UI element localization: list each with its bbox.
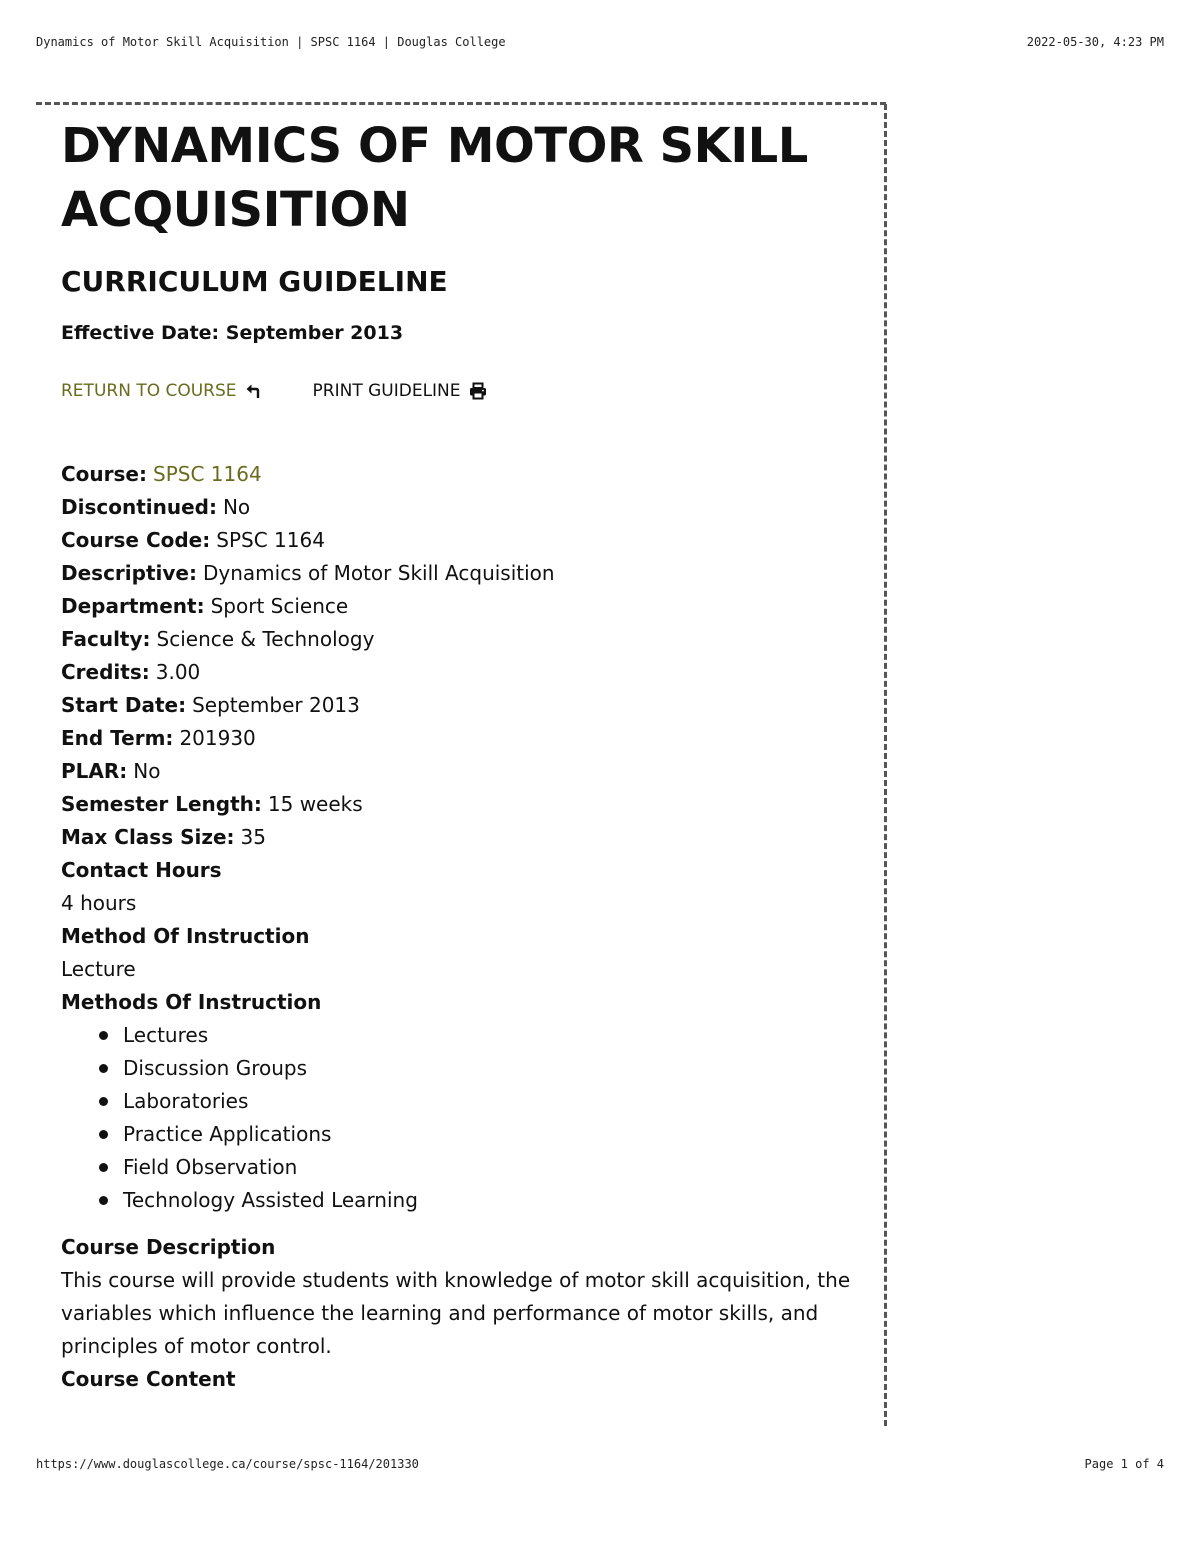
detail-value: 3.00 bbox=[155, 660, 201, 684]
course-description-heading bbox=[61, 1231, 861, 1264]
course-details bbox=[61, 458, 861, 1396]
detail-value: Sport Science bbox=[210, 594, 349, 618]
detail-value: September 2013 bbox=[192, 693, 360, 717]
detail-value: SPSC 1164 bbox=[216, 528, 325, 552]
detail-label: Course: bbox=[61, 462, 147, 486]
list-item bbox=[99, 1085, 861, 1118]
detail-value: Dynamics of Motor Skill Acquisition bbox=[202, 561, 555, 585]
detail-plar bbox=[61, 755, 861, 788]
print-guideline-button[interactable] bbox=[313, 381, 487, 401]
list-item bbox=[99, 1118, 861, 1151]
detail-label: Descriptive: bbox=[61, 561, 197, 585]
detail-semester-length bbox=[61, 788, 861, 821]
list-item-text: Discussion Groups bbox=[123, 1056, 308, 1080]
detail-max-class-size bbox=[61, 821, 861, 854]
detail-label: End Term: bbox=[61, 726, 174, 750]
list-item bbox=[99, 1019, 861, 1052]
section-heading: Contact Hours bbox=[61, 858, 222, 882]
list-item-text: Technology Assisted Learning bbox=[123, 1188, 418, 1212]
return-to-course-link[interactable] bbox=[61, 381, 261, 401]
method-of-instruction-heading bbox=[61, 920, 861, 953]
detail-label: Credits: bbox=[61, 660, 150, 684]
course-content-heading bbox=[61, 1363, 861, 1396]
detail-start-date bbox=[61, 689, 861, 722]
section-heading: Methods Of Instruction bbox=[61, 990, 322, 1014]
detail-credits bbox=[61, 656, 861, 689]
page-frame-right-border bbox=[884, 104, 887, 1426]
detail-course-code bbox=[61, 524, 861, 557]
list-item-text: Field Observation bbox=[123, 1155, 298, 1179]
detail-label: Semester Length: bbox=[61, 792, 262, 816]
section-heading: Course Description bbox=[61, 1235, 276, 1259]
course-description-text: This course will provide students with knowledge of motor skill acquisition, the variables which influence the learning and performance of motor skills, and principles of motor control. bbox=[61, 1268, 851, 1358]
section-spacer bbox=[61, 1217, 861, 1231]
detail-faculty bbox=[61, 623, 861, 656]
list-item bbox=[99, 1184, 861, 1217]
section-heading: Course Content bbox=[61, 1367, 236, 1391]
print-header-timestamp: 2022-05-30, 4:23 PM bbox=[1026, 35, 1164, 49]
bullet-icon bbox=[99, 1097, 108, 1106]
list-item bbox=[99, 1052, 861, 1085]
detail-label: Discontinued: bbox=[61, 495, 217, 519]
effective-date: Effective Date: September 2013 bbox=[61, 322, 404, 344]
detail-course bbox=[61, 458, 861, 491]
guideline-actions bbox=[61, 378, 861, 404]
list-item bbox=[99, 1151, 861, 1184]
detail-value: 15 weeks bbox=[267, 792, 363, 816]
bullet-icon bbox=[99, 1196, 108, 1205]
printer-icon bbox=[469, 382, 487, 400]
detail-descriptive bbox=[61, 557, 861, 590]
return-to-course-label: RETURN TO COURSE bbox=[61, 381, 237, 401]
print-header bbox=[36, 35, 1164, 49]
detail-label: Department: bbox=[61, 594, 205, 618]
contact-hours-heading bbox=[61, 854, 861, 887]
detail-discontinued bbox=[61, 491, 861, 524]
print-footer-url: https://www.douglascollege.ca/course/spsc-1164/201330 bbox=[36, 1457, 419, 1471]
print-footer bbox=[36, 1457, 1164, 1471]
detail-label: Start Date: bbox=[61, 693, 187, 717]
page-frame-top-border bbox=[36, 102, 886, 105]
methods-of-instruction-heading bbox=[61, 986, 861, 1019]
detail-department bbox=[61, 590, 861, 623]
return-arrow-icon bbox=[245, 383, 261, 399]
detail-label: Max Class Size: bbox=[61, 825, 235, 849]
detail-label: PLAR: bbox=[61, 759, 128, 783]
bullet-icon bbox=[99, 1130, 108, 1139]
main-content bbox=[61, 114, 861, 1396]
detail-label: Faculty: bbox=[61, 627, 151, 651]
page-title: DYNAMICS OF MOTOR SKILL ACQUISITION bbox=[61, 118, 808, 238]
bullet-icon bbox=[99, 1031, 108, 1040]
print-header-title: Dynamics of Motor Skill Acquisition | SPSC 1164 | Douglas College bbox=[36, 35, 506, 49]
bullet-icon bbox=[99, 1064, 108, 1073]
contact-hours-value: 4 hours bbox=[61, 891, 137, 915]
bullet-icon bbox=[99, 1163, 108, 1172]
list-item-text: Lectures bbox=[123, 1023, 209, 1047]
detail-label: Course Code: bbox=[61, 528, 211, 552]
method-of-instruction-value: Lecture bbox=[61, 957, 136, 981]
list-item-text: Laboratories bbox=[123, 1089, 249, 1113]
methods-of-instruction-list bbox=[61, 1019, 861, 1217]
print-guideline-label: PRINT GUIDELINE bbox=[312, 381, 461, 401]
print-footer-page-number: Page 1 of 4 bbox=[1084, 1457, 1164, 1471]
detail-value: No bbox=[133, 759, 161, 783]
detail-end-term bbox=[61, 722, 861, 755]
detail-value: 201930 bbox=[179, 726, 256, 750]
section-heading: Method Of Instruction bbox=[61, 924, 310, 948]
course-link[interactable]: SPSC 1164 bbox=[153, 462, 262, 486]
list-item-text: Practice Applications bbox=[123, 1122, 332, 1146]
detail-value: Science & Technology bbox=[156, 627, 375, 651]
detail-value: 35 bbox=[240, 825, 266, 849]
detail-value: No bbox=[222, 495, 251, 519]
page-subtitle: CURRICULUM GUIDELINE bbox=[61, 265, 448, 298]
